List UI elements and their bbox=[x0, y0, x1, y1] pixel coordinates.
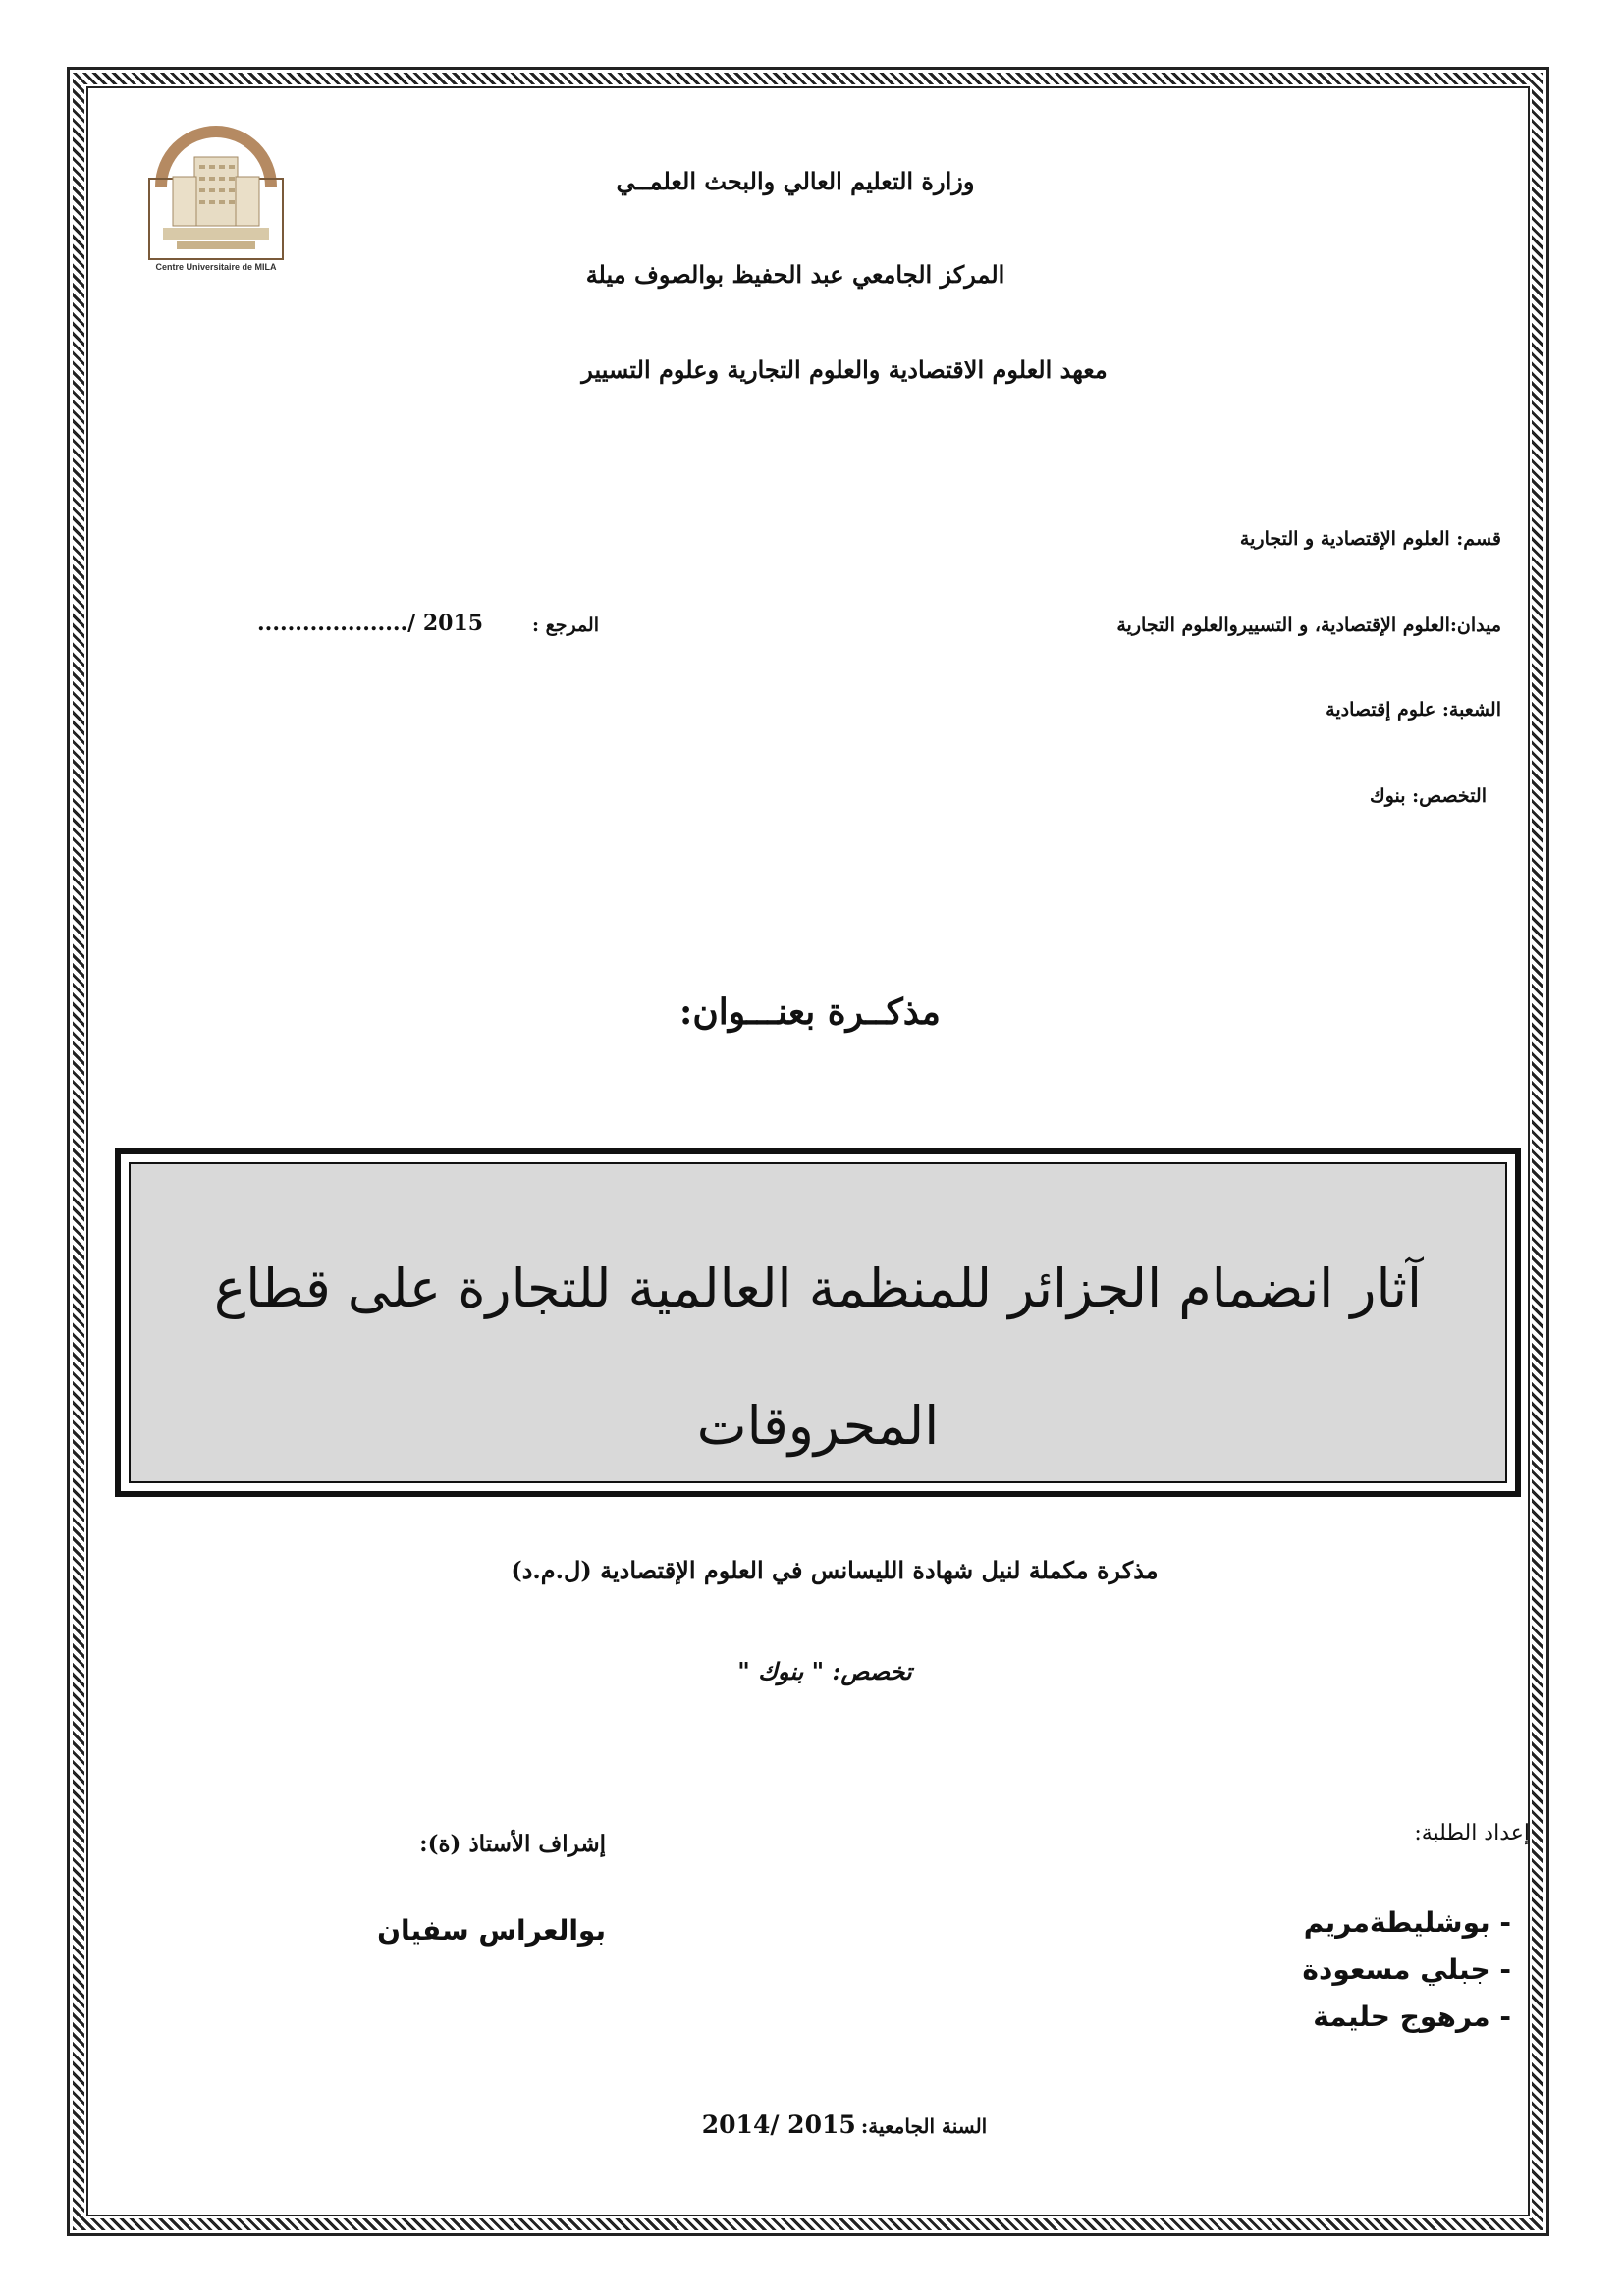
thesis-title-line-1: آثار انضمام الجزائر للمنظمة العالمية للتجارة على قطاع bbox=[213, 1257, 1422, 1319]
academic-year-label: السنة الجامعية: bbox=[860, 2114, 988, 2138]
academic-year bbox=[687, 2110, 1001, 2139]
academic-year-value: 2014/ 2015 bbox=[701, 2110, 856, 2139]
supervisor-name: بوالعراس سفيان bbox=[377, 1914, 606, 1947]
ministry-name: وزارة التعليم العالي والبحث العلمــي bbox=[616, 167, 975, 195]
branch-line: الشعبة: علوم إقتصادية bbox=[1326, 699, 1501, 721]
specialty-line: التخصص: بنوك bbox=[1370, 785, 1487, 807]
memo-heading: مذكــرة بعنـــوان: bbox=[679, 991, 941, 1033]
student-name-2: - جبلي مسعودة bbox=[1302, 1953, 1511, 1986]
supervisor-label: إشراف الأستاذ (ة): bbox=[419, 1831, 606, 1857]
students-label: إعداد الطلبة: bbox=[1414, 1821, 1530, 1845]
student-name-3: - مرهوج حليمة bbox=[1313, 2001, 1511, 2033]
university-logo bbox=[137, 118, 295, 275]
thesis-title-line-2: المحروقات bbox=[696, 1395, 940, 1457]
department-line: قسم: العلوم الإقتصادية و التجارية bbox=[1239, 528, 1501, 550]
specialty-note: تخصص: " بنوك " bbox=[737, 1657, 912, 1685]
institute-name: معهد العلوم الاقتصادية والعلوم التجارية وعلوم التسيير bbox=[581, 355, 1108, 384]
reference-value: ..................../ 2015 bbox=[257, 611, 484, 636]
degree-note: مذكرة مكملة لنيل شهادة الليسانس في العلوم الإقتصادية (ل.م.د) bbox=[511, 1556, 1159, 1584]
reference-label: المرجع : bbox=[531, 614, 599, 636]
student-name-1: - بوشليطةمريم bbox=[1303, 1906, 1511, 1939]
field-line: ميدان:العلوم الإقتصادية، و التسييروالعلوم التجارية bbox=[1116, 614, 1501, 636]
university-center-name: المركز الجامعي عبد الحفيظ بوالصوف ميلة bbox=[585, 260, 1005, 289]
thesis-title-box bbox=[115, 1148, 1521, 1497]
logo-caption: Centre Universitaire de MILA bbox=[155, 262, 277, 272]
